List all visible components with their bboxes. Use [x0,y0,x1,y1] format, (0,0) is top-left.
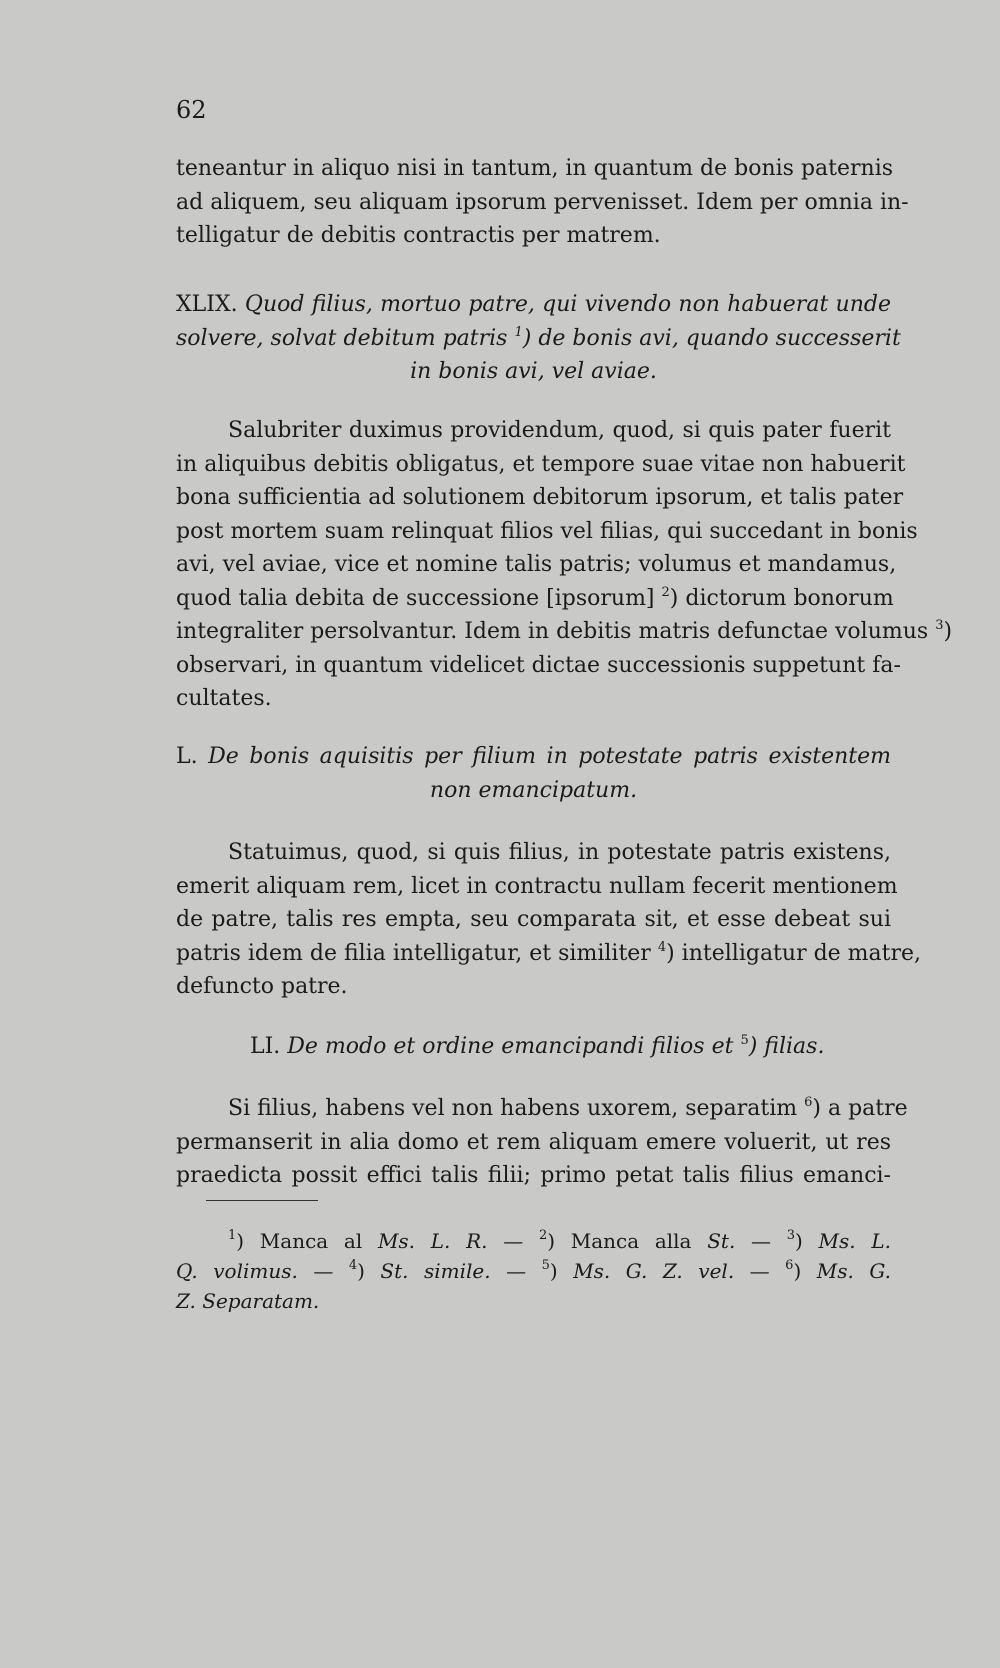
text-line: observari, in quantum videlicet dictae successionis suppetunt fa- [176,652,901,678]
chapter-title: ) filias. [748,1034,825,1059]
text-line: ) a patre [812,1096,908,1121]
text-line: in aliquibus debitis obligatus, et tempore suae vitae non habuerit [176,451,906,477]
chapter-title: De bonis aquisitis per filium in potestate patris existentem [208,744,891,769]
footnote-number: 2 [538,1228,548,1243]
page-number: 62 [176,96,207,124]
footnote-text: ) [549,1259,574,1283]
text-line: teneantur in aliquo nisi in tantum, in quantum de bonis paternis [176,156,894,181]
carryover-paragraph [176,152,909,253]
text-line: emerit aliquam rem, licet in contractu nullam fecerit mentionem [176,873,898,899]
text-line: defuncto patre. [176,974,348,999]
text-line: bona sufficientia ad solutionem debitorum ipsorum, et talis pater [176,485,904,510]
footnote-number: 6 [785,1258,794,1273]
chapter-number: XLIX. [176,292,238,317]
text-line: praedicta possit effici talis filii; primo petat talis filius emanci- [176,1163,891,1188]
chapter-heading-51 [250,1030,850,1064]
chapter-number: L. [176,744,198,769]
footnote-ref: 4 [657,939,667,955]
footnote-text: Ms. G. [816,1259,891,1283]
footnote-number: 3 [786,1228,796,1243]
text-line: de patre, talis res empta, seu comparata sit, et esse debeat sui [176,907,891,932]
text-line: Salubriter duximus providendum, quod, si quis pater fuerit [228,418,891,443]
footnote-number: 5 [541,1258,550,1273]
chapter-title: non emancipatum. [429,777,638,803]
text-line: ) dictorum bonorum [669,585,894,611]
chapter-title: in bonis avi, vel aviae. [410,359,657,384]
footnote-number: 4 [348,1258,358,1273]
footnote-text: ) Manca al [236,1229,378,1253]
chapter-title: solvere, solvat debitum patris [176,325,508,351]
footnote-text: Ms. L. R. [377,1229,488,1253]
footnote-text: Ms. L. [818,1229,891,1253]
chapter-heading-49 [176,288,901,389]
chapter-title: De modo et ordine emancipandi filios et [287,1034,734,1059]
footnote-text: Q. volimus. [176,1259,298,1283]
chapter-51-paragraph [176,1092,908,1193]
footnote-text: ) [357,1259,381,1283]
footnote-ref: 2 [661,584,670,600]
text-line: ad aliquem, seu aliquam ipsorum pervenisset. Idem per omnia in- [176,189,909,215]
chapter-49-paragraph [176,414,953,716]
chapter-number: LI. [250,1034,281,1059]
text-line: permanserit in alia domo et rem aliquam emere voluerit, ut res [176,1129,891,1155]
text-line: ) intelligatur de matre, [666,940,922,966]
text-line: quod talia debita de successione [ipsorum] [176,585,655,611]
text-line: cultates. [176,686,272,711]
text-line: Si filius, habens vel non habens uxorem, separatim [228,1096,798,1121]
footnote-text: St. simile. [380,1259,491,1283]
chapter-title: ) de bonis avi, quando successerit [522,325,901,351]
chapter-title: Quod filius, mortuo patre, qui vivendo non habuerat unde [244,292,891,317]
footnote-text: — [734,1259,786,1283]
chapter-50-paragraph [176,836,922,1004]
chapter-heading-50 [176,740,891,807]
footnote-text: Z. Separatam. [176,1289,320,1313]
footnote-divider [206,1200,318,1201]
footnote-ref: 5 [740,1033,749,1048]
footnote-text: Ms. G. Z. vel. [573,1259,735,1283]
text-line: Statuimus, quod, si quis filius, in potestate patris existens, [228,840,891,865]
footnote-text: St. [707,1229,736,1253]
footnotes [176,1226,891,1316]
footnote-text: — [735,1229,787,1253]
footnote-text: ) Manca alla [547,1229,708,1253]
text-line: post mortem suam relinquat filios vel filias, qui succedant in bonis [176,518,918,544]
text-line: telligatur de debitis contractis per matrem. [176,223,661,248]
footnote-ref: 3 [935,618,944,633]
footnote-text: — [487,1229,539,1253]
footnote-ref: 6 [804,1095,813,1110]
footnote-text: ) [795,1229,819,1253]
footnote-text: — [297,1259,349,1283]
footnote-text: ) [793,1259,817,1283]
text-line: patris idem de filia intelligatur, et similiter [176,940,651,966]
footnote-ref: 1 [514,324,523,340]
footnote-number: 1 [228,1228,237,1243]
footnote-text: — [490,1259,542,1283]
text-line: ) [943,619,953,644]
text-line: avi, vel aviae, vice et nomine talis patris; volumus et mandamus, [176,552,897,577]
text-line: integraliter persolvantur. Idem in debitis matris defunctae volumus [176,619,929,644]
